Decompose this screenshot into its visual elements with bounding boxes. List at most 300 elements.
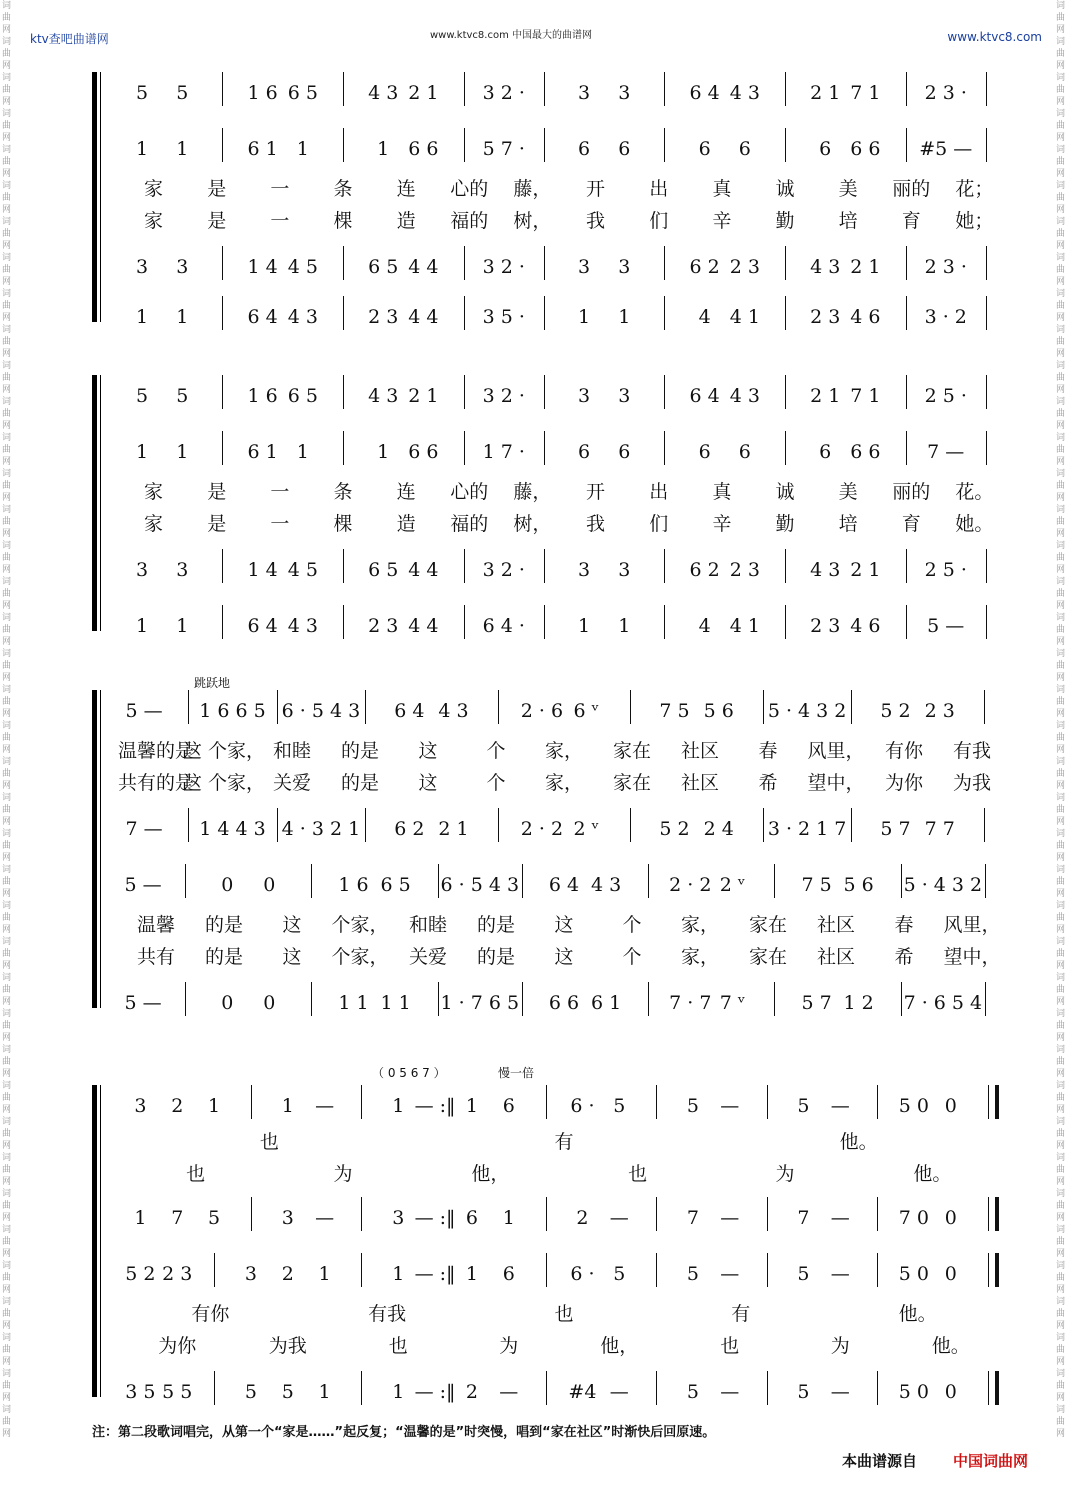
barline — [785, 72, 786, 106]
barline — [986, 431, 987, 465]
barline — [311, 864, 312, 898]
note-group: 4 6 — [850, 306, 881, 328]
note-group: 6 — [502, 1263, 515, 1285]
note-group: 6 · — [570, 1263, 595, 1285]
lyric-word: 心的 — [450, 481, 489, 503]
note-group: 2 3 — [162, 1263, 193, 1285]
note-group: 6 — [738, 138, 751, 160]
barline — [767, 1085, 768, 1119]
barline — [630, 690, 631, 724]
note-group: 2 · 2 — [520, 818, 564, 840]
barline — [365, 808, 366, 842]
note-group: — — [609, 1381, 629, 1403]
note-group: 4 1 — [729, 306, 760, 328]
note-group: 6 2 — [689, 256, 720, 278]
note-group: — — [720, 1381, 740, 1403]
note-group: — — [315, 1207, 335, 1229]
score-system — [92, 1095, 1027, 1403]
lyric-word: 春 — [758, 740, 778, 762]
note-group: 1 — [281, 1095, 294, 1117]
lyric-word: 藤， — [513, 481, 552, 503]
note-group: 1 — [318, 1381, 331, 1403]
barline — [664, 605, 665, 639]
lyric-line — [114, 174, 1017, 198]
note-group: 6 4 — [548, 874, 580, 896]
barline — [906, 128, 907, 162]
barline — [851, 808, 852, 842]
lyric-word: 家， — [680, 914, 720, 936]
note-group: 5 — [797, 1263, 810, 1285]
barline — [785, 605, 786, 639]
barline — [222, 296, 223, 330]
note-group: 3 — [176, 256, 189, 278]
note-group: 6 — [738, 441, 751, 463]
note-group: 6 4 — [394, 700, 425, 722]
note-group: 1 6 — [247, 385, 278, 407]
note-group: 7 · 6 5 4 — [903, 992, 983, 1014]
note-group: 0 — [944, 1207, 957, 1229]
barline — [774, 982, 775, 1016]
barline — [906, 246, 907, 280]
performance-note: 注：第二段歌词唱完，从第一个“家是……”起反复；“温馨的是”时突慢，唱到“家在社区”时渐快后回原速。 — [92, 1425, 716, 1440]
lyric-word: 一 — [270, 481, 290, 503]
lyric-word: 有 — [731, 1303, 751, 1325]
lyric-word: 福的 — [450, 210, 489, 232]
lyric-word: 这 — [418, 740, 438, 762]
barline — [877, 1085, 878, 1119]
note-group: 1 — [392, 1095, 405, 1117]
lyric-word: 我 — [586, 210, 606, 232]
note-group: 6 5 — [287, 385, 318, 407]
barline — [986, 72, 987, 106]
barline — [522, 982, 523, 1016]
barline — [464, 549, 465, 583]
barline — [656, 1085, 657, 1119]
lyric-word: 连 — [396, 178, 416, 200]
lyric-word: 的是 — [476, 946, 516, 968]
lyric-line — [114, 1159, 1017, 1183]
barline — [464, 72, 465, 106]
barline — [901, 864, 902, 898]
lyric-word: 个 — [486, 740, 506, 762]
lyric-word: 有我 — [368, 1303, 407, 1325]
barline — [361, 1371, 362, 1405]
note-group: 1 — [377, 138, 390, 160]
barline — [906, 296, 907, 330]
barline — [851, 690, 852, 724]
note-group: 3 2 · — [482, 559, 525, 581]
barline — [877, 1197, 878, 1231]
lyric-word: 个 — [486, 772, 506, 794]
note-group: 4 5 — [287, 256, 318, 278]
lyric-word: 的是 — [204, 914, 244, 936]
note-group: 5 7 · — [482, 138, 525, 160]
note-group: 0 — [221, 992, 234, 1014]
lyric-word: 他， — [471, 1163, 510, 1185]
barline — [464, 296, 465, 330]
note-group: 6 1 — [247, 441, 278, 463]
lyric-word: 造 — [396, 513, 416, 535]
note-group: 3 — [578, 82, 591, 104]
lyric-word: 开 — [586, 178, 606, 200]
note-group: 5 — [281, 1381, 294, 1403]
lyric-word: 们 — [649, 210, 669, 232]
lyric-word: 我 — [586, 513, 606, 535]
note-group: 5 6 — [703, 700, 734, 722]
note-group: 3 — [176, 559, 189, 581]
note-group: 3 · 2 — [924, 306, 967, 328]
note-group: 1 — [136, 615, 149, 637]
lyric-line — [114, 509, 1017, 533]
note-group: 2 1 — [810, 385, 841, 407]
final-barline — [988, 1085, 989, 1119]
note-group: 5 — [797, 1381, 810, 1403]
lyric-word: 有 — [554, 1131, 574, 1153]
lyric-word: 勤 — [775, 513, 795, 535]
note-group: 2 · 2 — [669, 874, 712, 896]
note-group: 0 — [944, 1381, 957, 1403]
note-group: 1 — [136, 306, 149, 328]
note-group: — — [720, 1207, 740, 1229]
side-watermark-right: 词曲网词曲网词曲网词曲网词曲网词曲网词曲网词曲网词曲网词曲网词曲网词曲网词曲网词曲网词曲网词曲网词曲网词曲网词曲网词曲网词曲网词曲网词曲网词曲网词曲网词曲网词曲网词曲网词曲网词曲网词曲网词曲网词曲网词曲网词曲网词曲网词曲网词曲网词曲网词曲网 — [1056, 1, 1066, 1439]
barline — [986, 296, 987, 330]
lyric-word: 真 — [712, 481, 732, 503]
lyric-word: 棵 — [333, 210, 353, 232]
note-group: 2 3 — [924, 700, 955, 722]
note-group: 6 4 — [689, 82, 720, 104]
note-group: 2 — [465, 1381, 478, 1403]
note-group: 6 5 — [368, 559, 399, 581]
barline — [464, 431, 465, 465]
note-group: 1 — [465, 1095, 478, 1117]
notation-line — [114, 615, 1017, 641]
note-group: 1 6 — [247, 82, 278, 104]
lyric-word: 他。 — [898, 1303, 937, 1325]
lyric-word: 他。 — [839, 1131, 878, 1153]
note-group: 4 4 — [408, 256, 439, 278]
note-group: 5 0 — [898, 1381, 930, 1403]
note-group: 5 · 4 3 2 — [767, 700, 847, 722]
note-group: 2 3 · — [924, 256, 967, 278]
note-group: 6 1 — [247, 138, 278, 160]
barline — [251, 1197, 252, 1231]
barline — [498, 690, 499, 724]
lyric-word: 共有的是 — [117, 772, 195, 794]
system-bracket — [92, 72, 97, 322]
note-group: 1 4 — [247, 256, 278, 278]
lyric-word: 为我 — [952, 772, 992, 794]
lyric-word: 育 — [901, 210, 921, 232]
note-group: 1 1 — [338, 992, 369, 1014]
barline — [544, 605, 545, 639]
lyric-word: 这 — [418, 772, 438, 794]
lyric-word: 也 — [628, 1163, 648, 1185]
lyric-word: 的是 — [476, 914, 516, 936]
lyric-word: 春 — [894, 914, 914, 936]
lyric-word: 育 — [901, 513, 921, 535]
note-group: 6 — [465, 1207, 478, 1229]
barline — [664, 431, 665, 465]
note-group: — — [830, 1095, 850, 1117]
notation-line — [114, 700, 1017, 726]
lyric-word: 这 个家， — [182, 740, 266, 762]
lyric-word: 为 — [499, 1335, 519, 1357]
lyric-word: 诚 — [775, 481, 795, 503]
notation-line — [114, 306, 1017, 332]
lyric-word: 这 — [282, 946, 302, 968]
note-group: 5 — [686, 1263, 699, 1285]
barline — [222, 605, 223, 639]
notation-line — [114, 138, 1017, 164]
lyric-line — [114, 736, 1017, 760]
lyric-word: 为 — [333, 1163, 353, 1185]
note-group: — — [609, 1207, 629, 1229]
barline — [438, 864, 439, 898]
barline — [544, 549, 545, 583]
note-group: 2 ᵛ — [573, 818, 599, 840]
barline — [986, 605, 987, 639]
note-group: 6 — [698, 441, 711, 463]
lyric-line — [114, 768, 1017, 792]
lyric-word: 个家， — [331, 914, 389, 936]
lyric-word: 是 — [207, 481, 227, 503]
note-group: — — [830, 1207, 850, 1229]
lyric-word: 家， — [680, 946, 720, 968]
barline — [222, 128, 223, 162]
note-group: — :‖ — [414, 1381, 456, 1403]
lyric-word: 开 — [586, 481, 606, 503]
barline — [774, 864, 775, 898]
barline — [361, 1253, 362, 1287]
lyric-word: 他， — [600, 1335, 639, 1357]
barline — [214, 1253, 215, 1287]
notation-line — [114, 441, 1017, 467]
note-group: — — [720, 1263, 740, 1285]
barline — [656, 1197, 657, 1231]
barline — [906, 375, 907, 409]
barline — [630, 808, 631, 842]
note-group: 3 — [578, 256, 591, 278]
lyric-word: 这 — [554, 946, 574, 968]
barline — [343, 549, 344, 583]
barline — [343, 128, 344, 162]
note-group: — — [499, 1381, 519, 1403]
note-group: 5 2 — [880, 700, 911, 722]
barline — [546, 1371, 547, 1405]
lyric-word: 温馨的是 — [117, 740, 195, 762]
lyric-word: 有你 — [191, 1303, 230, 1325]
lyric-word: 社区 — [680, 772, 720, 794]
barline — [664, 72, 665, 106]
note-group: 6 — [578, 441, 591, 463]
source-label: 本曲谱源自 — [842, 1452, 918, 1470]
note-group: 2 3 — [810, 306, 841, 328]
lyric-word: 也 — [554, 1303, 574, 1325]
note-group: 1 4 — [247, 559, 278, 581]
note-group: 5 — — [927, 615, 965, 637]
note-group: 7 · 7 — [669, 992, 712, 1014]
note-group: 5 5 — [162, 1381, 193, 1403]
notation-line — [114, 1207, 1017, 1233]
note-group: 2 3 — [810, 615, 841, 637]
barline — [767, 1197, 768, 1231]
note-group: 0 — [944, 1263, 957, 1285]
note-group: 1 — [618, 615, 631, 637]
note-group: 2 — [281, 1263, 294, 1285]
lyric-word: 关爱 — [408, 946, 448, 968]
note-group: 5 2 — [659, 818, 690, 840]
notation-line — [114, 818, 1017, 844]
lyric-word: 为你 — [158, 1335, 197, 1357]
lyric-word: 一 — [270, 210, 290, 232]
note-group: 4 5 — [287, 559, 318, 581]
expression-mark-tiaoyue: 跳跃地 — [194, 676, 231, 690]
barline — [785, 128, 786, 162]
barline — [544, 246, 545, 280]
barline — [906, 431, 907, 465]
lyric-word: 的是 — [204, 946, 244, 968]
note-group: 1 6 — [338, 874, 369, 896]
note-group: 2 3 — [729, 559, 760, 581]
note-group: 7 1 — [850, 385, 881, 407]
system-bracket-thin — [100, 375, 101, 631]
barline — [222, 72, 223, 106]
note-group: 6 4 — [689, 385, 720, 407]
lyric-word: 家 — [144, 210, 164, 232]
note-group: 6 — [578, 138, 591, 160]
barline — [546, 1085, 547, 1119]
lyric-word: 家在 — [612, 772, 652, 794]
note-group: 1 — [136, 441, 149, 463]
note-group: 6 6 — [408, 138, 439, 160]
lyric-word: 是 — [207, 210, 227, 232]
lyric-line — [114, 1127, 1017, 1151]
note-group: 1 — [578, 306, 591, 328]
note-group: 1 — [208, 1095, 221, 1117]
barline — [544, 375, 545, 409]
barline — [438, 982, 439, 1016]
barline — [277, 690, 278, 724]
note-group: 3 — [136, 559, 149, 581]
note-group: 4 3 — [810, 256, 841, 278]
lyric-word: 一 — [270, 178, 290, 200]
barline — [985, 864, 986, 898]
note-group: 6 — [698, 138, 711, 160]
barline — [767, 1371, 768, 1405]
note-group: 2 · 6 — [520, 700, 564, 722]
lyric-word: 为 — [830, 1335, 850, 1357]
note-group: 4 3 — [590, 874, 622, 896]
notation-line — [114, 874, 1017, 900]
lyric-word: 花。 — [955, 481, 994, 503]
note-group: 6 ᵛ — [573, 700, 599, 722]
note-group: 7 — [686, 1207, 699, 1229]
note-group: 3 2 · — [482, 82, 525, 104]
note-group: 3 2 · — [482, 385, 525, 407]
note-group: 6 5 — [380, 874, 411, 896]
system-bracket-thin — [100, 1085, 101, 1397]
final-barline — [988, 1371, 989, 1405]
lyric-word: 和睦 — [272, 740, 312, 762]
lyric-word: 她。 — [955, 513, 994, 535]
lyric-word: 诚 — [775, 178, 795, 200]
note-group: #4 — [568, 1381, 597, 1403]
note-group: 3 — [392, 1207, 405, 1229]
note-group: 4 3 — [287, 306, 318, 328]
note-group: 7 — — [927, 441, 965, 463]
barline — [656, 1371, 657, 1405]
source-site-link[interactable]: 中国词曲网 — [953, 1452, 1029, 1470]
lyric-word: 也 — [388, 1335, 408, 1357]
score-system — [92, 700, 1027, 1014]
note-group: 6 · 5 4 3 — [281, 700, 361, 722]
note-group: 7 — [171, 1207, 184, 1229]
note-group: 7 — [797, 1207, 810, 1229]
note-group: 3 — [578, 385, 591, 407]
note-group: 5 — [686, 1381, 699, 1403]
note-group: 4 3 — [368, 82, 399, 104]
notation-line — [114, 1381, 1017, 1407]
lyric-word: 个 — [622, 946, 642, 968]
note-group: 0 — [221, 874, 234, 896]
barline — [185, 982, 186, 1016]
lyric-word: 有你 — [884, 740, 924, 762]
lyric-word: 有我 — [952, 740, 992, 762]
note-group: 3 — [618, 82, 631, 104]
barline — [664, 128, 665, 162]
note-group: 2 3 — [368, 615, 399, 637]
barline — [664, 296, 665, 330]
note-group: 2 — [576, 1207, 589, 1229]
barline — [901, 982, 902, 1016]
lyric-word: 社区 — [816, 946, 856, 968]
lyric-word: 美 — [838, 178, 858, 200]
barline — [343, 296, 344, 330]
barline — [648, 864, 649, 898]
notation-line — [114, 992, 1017, 1018]
lyric-word: 也 — [720, 1335, 740, 1357]
note-group: #5 — — [919, 138, 973, 160]
system-bracket-thin — [100, 72, 101, 322]
header-left-site: ktv查吧曲谱网 — [30, 32, 109, 46]
note-group: 5 — — [124, 874, 162, 896]
notation-line — [114, 385, 1017, 411]
lyric-word: 家 — [144, 481, 164, 503]
barline — [214, 1371, 215, 1405]
barline — [877, 1371, 878, 1405]
lyric-word: 社区 — [680, 740, 720, 762]
lyric-word: 辛 — [712, 513, 732, 535]
note-group: 3 2 · — [482, 256, 525, 278]
lyric-word: 为我 — [268, 1335, 307, 1357]
barline — [343, 605, 344, 639]
note-group: 5 — [176, 385, 189, 407]
note-group: 4 3 — [729, 385, 760, 407]
note-group: 1 2 — [843, 992, 874, 1014]
barline — [343, 375, 344, 409]
note-group: 5 — [176, 82, 189, 104]
note-group: 6 4 — [247, 306, 278, 328]
note-group: — — [720, 1095, 740, 1117]
lyric-word: 这 — [282, 914, 302, 936]
note-group: 1 7 · — [482, 441, 525, 463]
barline — [544, 431, 545, 465]
note-group: 1 — [578, 615, 591, 637]
note-group: 1 4 4 3 — [199, 818, 266, 840]
note-group: 5 — [136, 385, 149, 407]
note-group: 5 — — [125, 700, 163, 722]
lyric-word: 他。 — [913, 1163, 952, 1185]
